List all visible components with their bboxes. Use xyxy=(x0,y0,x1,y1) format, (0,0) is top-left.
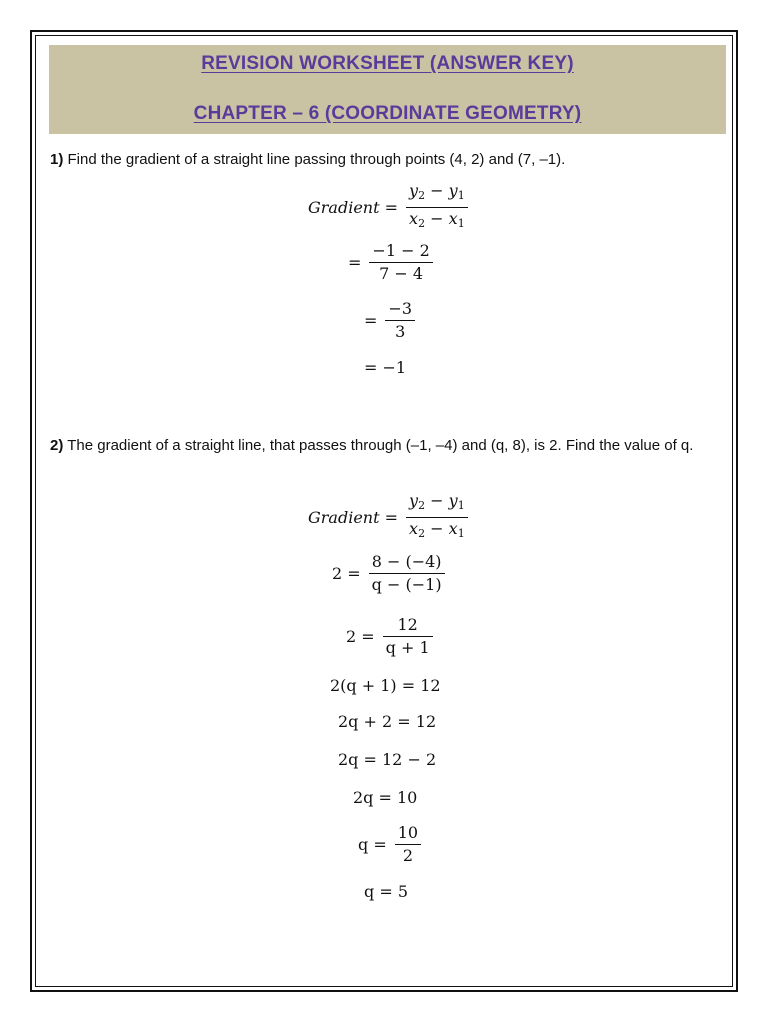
q2-step-8-lhs: q = xyxy=(358,835,387,854)
q1-gradient-formula xyxy=(308,180,470,235)
q2-step-4: 2(q + 1) = 12 xyxy=(330,676,441,695)
question-2-number: 2) xyxy=(50,437,64,454)
q2-step-7: 2q = 10 xyxy=(353,788,418,807)
q2-step-3 xyxy=(346,614,435,659)
worksheet-header xyxy=(49,45,726,134)
q2-formula-fraction: $\frac{y_2 - y_1}{x_2 - x_1}$ xyxy=(406,490,468,545)
chapter-title: CHAPTER – 6 (COORDINATE GEOMETRY) xyxy=(193,103,582,124)
question-2 xyxy=(50,432,725,459)
q1-formula-fraction: $\frac{y_2 - y_1}{x_2 - x_1}$ xyxy=(406,180,468,235)
q1-step-3-denominator: 3 xyxy=(395,322,406,341)
q2-step-2-denominator: q − (−1) xyxy=(371,575,442,594)
question-2-text: The gradient of a straight line, that passes through (–1, –4) and (q, 8), is 2. Find the value of q. xyxy=(63,437,694,454)
question-1-number: 1) xyxy=(50,151,64,168)
q2-step-8 xyxy=(358,822,423,867)
q1-step-2-denominator: 7 − 4 xyxy=(379,264,424,283)
q1-step-4: = −1 xyxy=(364,358,407,377)
q2-step-3-numerator: 12 xyxy=(383,614,433,637)
q2-step-8-numerator: 10 xyxy=(395,822,421,845)
question-1 xyxy=(50,146,725,173)
q2-gradient-label: Gradient = xyxy=(308,508,399,527)
q2-step-5: 2q + 2 = 12 xyxy=(338,712,437,731)
q2-step-8-denominator: 2 xyxy=(402,846,413,865)
q1-gradient-label: Gradient = xyxy=(308,198,399,217)
q1-step-2-numerator: −1 − 2 xyxy=(369,240,432,263)
q2-step-2 xyxy=(332,551,447,596)
q2-step-2-lhs: 2 = xyxy=(332,564,361,583)
q2-step-2-numerator: 8 − (−4) xyxy=(369,551,445,574)
q2-step-9: q = 5 xyxy=(364,882,408,901)
q1-step-3: = $\frac{-3}{3}$ xyxy=(364,298,417,343)
question-1-text: Find the gradient of a straight line passing through points (4, 2) and (7, –1). xyxy=(63,151,566,168)
q2-step-6: 2q = 12 − 2 xyxy=(338,750,437,769)
q2-step-3-denominator: q + 1 xyxy=(385,638,430,657)
worksheet-title: REVISION WORKSHEET (ANSWER KEY) xyxy=(201,53,574,74)
q1-step-3-numerator: −3 xyxy=(385,298,415,321)
q1-step-2: = $\frac{-1 - 2}{7 - 4}$ xyxy=(348,240,435,285)
q2-step-3-lhs: 2 = xyxy=(346,627,375,646)
q2-gradient-formula xyxy=(308,490,470,545)
